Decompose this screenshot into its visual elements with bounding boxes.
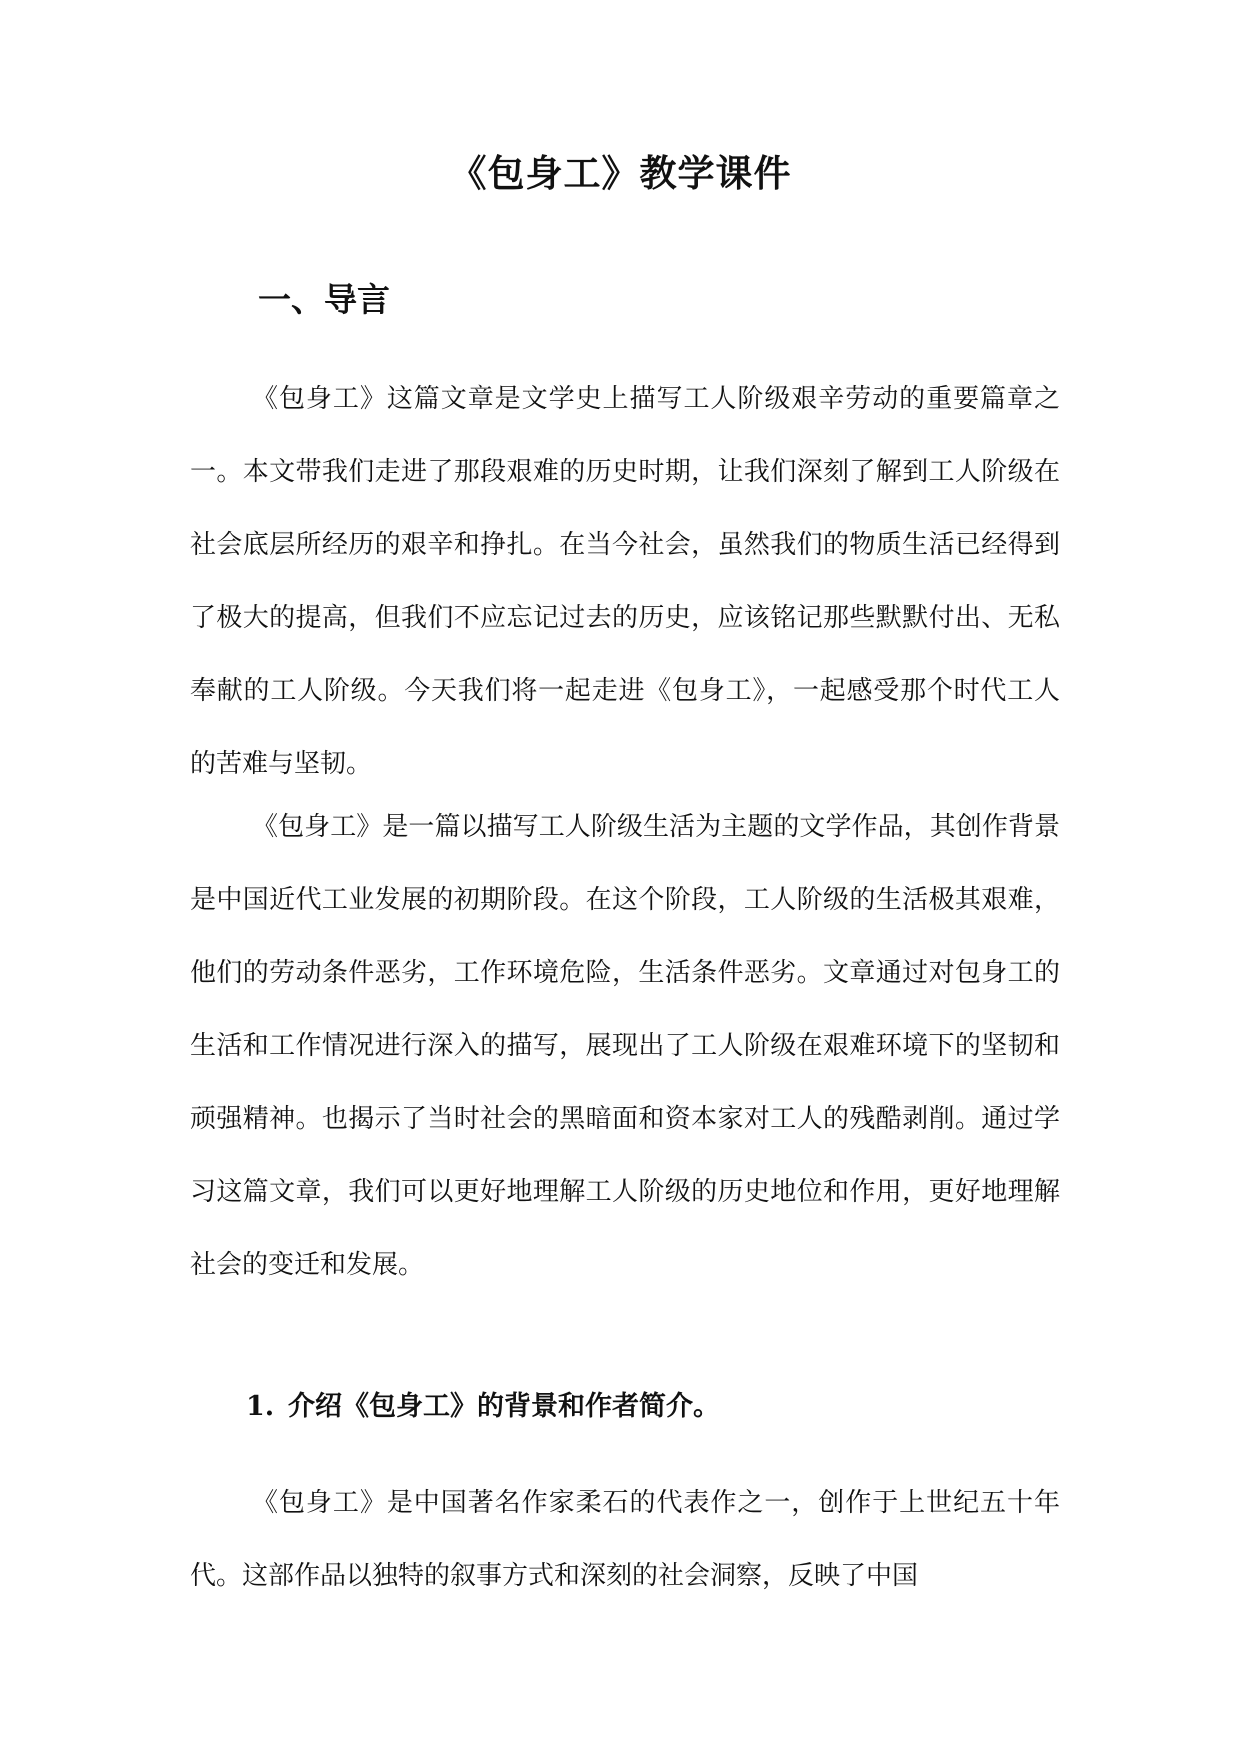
subsection-heading [246, 1387, 720, 1427]
document-title: 《包身工》教学课件 [449, 151, 792, 195]
intro-paragraph-1: 《包身工》这篇文章是文学史上描写工人阶级艰辛劳动的重要篇章之一。本文带我们走进了那段艰难的历史时期，让我们深刻了解到工人阶级在社会底层所经历的艰辛和挣扎。在当今社会，虽然我们的物质生活已经得到了极大的提高，但我们不应忘记过去的历史，应该铭记那些默默付出、无私奉献的工人阶级。今天我们将一起走进《包身工》，一起感受那个时代工人的苦难与坚韧。 [190, 384, 1060, 779]
subsection-heading-text: 介绍《包身工》的背景和作者简介。 [288, 1391, 720, 1422]
intro-paragraph-2: 《包身工》是一篇以描写工人阶级生活为主题的文学作品，其创作背景是中国近代工业发展的初期阶段。在这个阶段，工人阶级的生活极其艰难，他们的劳动条件恶劣，工作环境危险，生活条件恶劣。文章通过对包身工的生活和工作情况进行深入的描写，展现出了工人阶级在艰难环境下的坚韧和顽强精神。也揭示了当时社会的黑暗面和资本家对工人的残酷剥削。通过学习这篇文章，我们可以更好地理解工人阶级的历史地位和作用，更好地理解社会的变迁和发展。 [190, 812, 1060, 1280]
subsection-paragraph: 《包身工》是中国著名作家柔石的代表作之一，创作于上世纪五十年代。这部作品以独特的叙事方式和深刻的社会洞察，反映了中国 [190, 1488, 1060, 1591]
section-heading-introduction: 一、导言 [258, 280, 390, 319]
subsection-number: 1. [246, 1391, 275, 1422]
